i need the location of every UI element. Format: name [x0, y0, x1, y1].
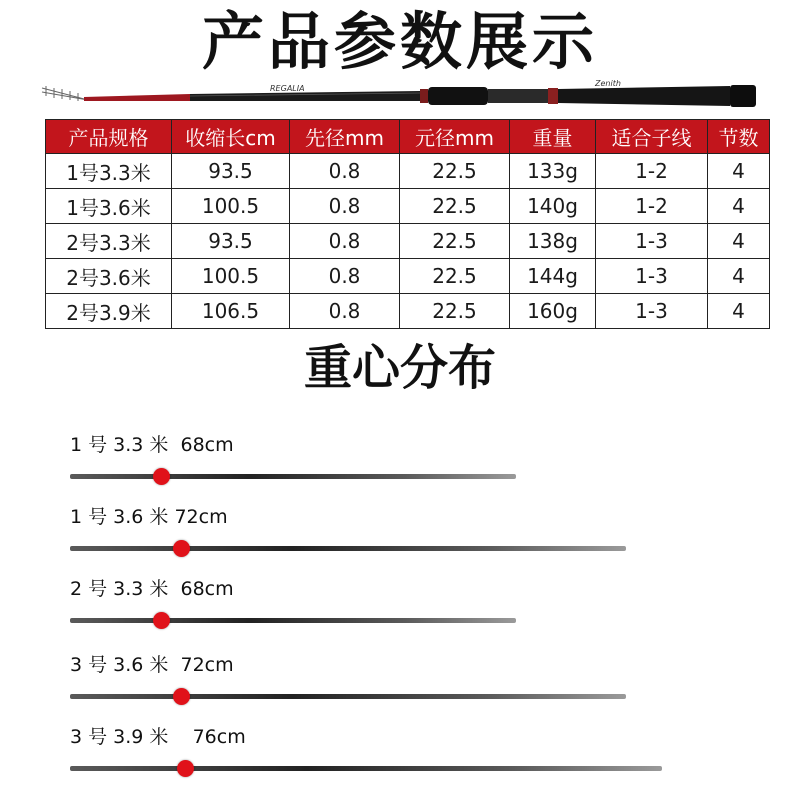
balance-title: 重心分布 — [303, 340, 496, 396]
table-cell: 4 — [708, 154, 770, 189]
fishing-rod-image — [40, 74, 760, 118]
balance-point-dot — [173, 688, 190, 705]
balance-point-dot — [153, 468, 170, 485]
rod-bar — [70, 546, 626, 551]
header-line: 适合子线 — [596, 120, 708, 154]
header-weight: 重量 — [510, 120, 596, 154]
rod-bar — [70, 474, 516, 479]
table-cell: 22.5 — [400, 259, 510, 294]
header-collapsed-length: 收缩长cm — [172, 120, 290, 154]
table-cell: 133g — [510, 154, 596, 189]
rod-grip-ring-1 — [420, 89, 428, 103]
table-row — [46, 294, 770, 329]
rod-grip-ring-2 — [548, 88, 558, 104]
balance-label: 3 号 3.9 米 76cm — [70, 726, 246, 748]
rod-grip — [428, 87, 488, 105]
table-cell: 1-3 — [596, 224, 708, 259]
rod-red-section — [84, 94, 190, 101]
rod-bar — [70, 618, 516, 623]
balance-point-dot — [153, 612, 170, 629]
table-cell: 2号3.3米 — [46, 224, 172, 259]
table-cell: 22.5 — [400, 189, 510, 224]
table-cell: 2号3.6米 — [46, 259, 172, 294]
table-cell: 22.5 — [400, 224, 510, 259]
table-cell: 140g — [510, 189, 596, 224]
table-cell: 0.8 — [290, 154, 400, 189]
table-cell: 4 — [708, 189, 770, 224]
table-row — [46, 189, 770, 224]
rod-butt-section — [558, 86, 730, 106]
balance-row — [0, 432, 800, 502]
table-cell: 2号3.9米 — [46, 294, 172, 329]
table-cell: 1-3 — [596, 294, 708, 329]
table-row — [46, 154, 770, 189]
balance-row — [0, 724, 800, 794]
table-cell: 1号3.6米 — [46, 189, 172, 224]
table-cell: 138g — [510, 224, 596, 259]
balance-label: 2 号 3.3 米 68cm — [70, 578, 234, 600]
rod-brand-text: REGALIA — [270, 84, 305, 93]
balance-row — [0, 652, 800, 722]
header-butt-diameter: 元径mm — [400, 120, 510, 154]
table-cell: 93.5 — [172, 154, 290, 189]
header-sections: 节数 — [708, 120, 770, 154]
header-spec: 产品规格 — [46, 120, 172, 154]
balance-label: 1 号 3.3 米 68cm — [70, 434, 234, 456]
rod-tip-guides — [42, 86, 88, 101]
table-cell: 106.5 — [172, 294, 290, 329]
balance-label: 3 号 3.6 米 72cm — [70, 654, 234, 676]
balance-row — [0, 576, 800, 646]
table-cell: 0.8 — [290, 224, 400, 259]
table-cell: 100.5 — [172, 259, 290, 294]
balance-row — [0, 504, 800, 574]
table-cell: 1-2 — [596, 189, 708, 224]
table-cell: 1-3 — [596, 259, 708, 294]
table-cell: 22.5 — [400, 154, 510, 189]
table-cell: 100.5 — [172, 189, 290, 224]
table-cell: 0.8 — [290, 294, 400, 329]
balance-label: 1 号 3.6 米 72cm — [70, 506, 228, 528]
rod-blank — [190, 91, 420, 101]
table-cell: 144g — [510, 259, 596, 294]
header-tip-diameter: 先径mm — [290, 120, 400, 154]
table-row — [46, 259, 770, 294]
table-header-row — [46, 120, 770, 154]
table-cell: 1-2 — [596, 154, 708, 189]
rod-bar — [70, 766, 662, 771]
table-cell: 0.8 — [290, 189, 400, 224]
page-title: 产品参数展示 — [201, 5, 598, 78]
spec-table — [45, 119, 770, 329]
rod-logo-text: Zenith — [595, 79, 621, 88]
table-cell: 4 — [708, 259, 770, 294]
table-cell: 160g — [510, 294, 596, 329]
table-cell: 4 — [708, 294, 770, 329]
rod-reel-seat — [488, 89, 548, 103]
balance-point-dot — [173, 540, 190, 557]
rod-butt-cap — [730, 85, 756, 107]
table-cell: 22.5 — [400, 294, 510, 329]
table-cell: 1号3.3米 — [46, 154, 172, 189]
table-cell: 4 — [708, 224, 770, 259]
table-cell: 0.8 — [290, 259, 400, 294]
table-cell: 93.5 — [172, 224, 290, 259]
balance-point-dot — [177, 760, 194, 777]
table-row — [46, 224, 770, 259]
rod-bar — [70, 694, 626, 699]
